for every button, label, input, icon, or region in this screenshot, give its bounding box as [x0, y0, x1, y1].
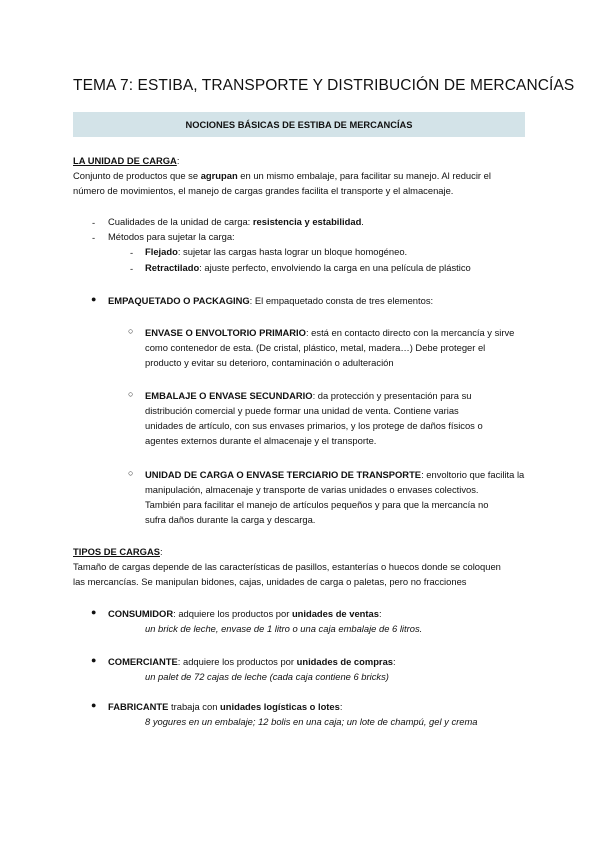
metodos-line: Métodos para sujetar la carga: [108, 231, 235, 242]
terciario-line-2: manipulación, almacenaje y transporte de varias unidades o envases colectivos. [145, 484, 479, 495]
page-title: TEMA 7: ESTIBA, TRANSPORTE Y DISTRIBUCIÓN DE MERCANCÍAS [73, 77, 575, 94]
bullet-circle-icon: ○ [128, 468, 134, 478]
dash-bullet: - [92, 217, 96, 228]
bullet-dot-icon: ● [91, 655, 97, 665]
primario-line-3: producto y evitar su deterioro, contaminación o adulteración [145, 357, 394, 368]
tipos-heading: TIPOS DE CARGAS: [73, 546, 163, 557]
unidad-paragraph-line-1: Conjunto de productos que se agrupan en un mismo embalaje, para facilitar su manejo. Al reducir el [73, 170, 491, 181]
bullet-dot-icon: ● [91, 607, 97, 617]
secundario-line-2: distribución comercial y puede formar una unidad de venta. Contiene varias [145, 405, 459, 416]
bullet-dot-icon: ● [91, 700, 97, 710]
terciario-line-1: UNIDAD DE CARGA O ENVASE TERCIARIO DE TRANSPORTE: envoltorio que facilita la [145, 469, 525, 480]
section-header-text: NOCIONES BÁSICAS DE ESTIBA DE MERCANCÍAS [185, 119, 413, 130]
cualidades-line: Cualidades de la unidad de carga: resistencia y estabilidad. [108, 216, 364, 227]
secundario-line-3: unidades de artículo, con sus envases primarios, y los protege de daños físicos o [145, 420, 483, 431]
comerciante-line: COMERCIANTE: adquiere los productos por unidades de compras: [108, 656, 396, 667]
dash-bullet: - [130, 247, 134, 258]
consumidor-example: un brick de leche, envase de 1 litro o una caja embalaje de 6 litros. [145, 623, 423, 634]
primario-line-2: como contenedor de esta. (De cristal, plástico, metal, madera…) Debe proteger el [145, 342, 486, 353]
dash-bullet: - [130, 263, 134, 274]
tipos-paragraph-line-1: Tamaño de cargas depende de las características de pasillos, estanterías o huecos donde se coloquen [73, 561, 501, 572]
bullet-circle-icon: ○ [128, 326, 134, 336]
unidad-heading: LA UNIDAD DE CARGA: [73, 155, 180, 166]
retractilado-line: Retractilado: ajuste perfecto, envolviendo la carga en una película de plástico [145, 262, 471, 273]
flejado-line: Flejado: sujetar las cargas hasta lograr un bloque homogéneo. [145, 246, 408, 257]
fabricante-example: 8 yogures en un embalaje; 12 bolis en una caja; un lote de champú, gel y crema [145, 716, 478, 727]
bullet-circle-icon: ○ [128, 389, 134, 399]
bullet-dot-icon: ● [91, 294, 97, 304]
terciario-line-3: También para facilitar el manejo de artículos pequeños y para que la mercancía no [145, 499, 489, 510]
empaquetado-line: EMPAQUETADO O PACKAGING: El empaquetado consta de tres elementos: [108, 295, 434, 306]
fabricante-line: FABRICANTE trabaja con unidades logísticas o lotes: [108, 701, 343, 712]
unidad-paragraph-line-2: número de movimientos, el manejo de cargas grandes facilita el transporte y el almacenaje. [73, 185, 454, 196]
consumidor-line: CONSUMIDOR: adquiere los productos por unidades de ventas: [108, 608, 382, 619]
dash-bullet: - [92, 232, 96, 243]
secundario-line-4: agentes externos durante el almacenaje y el transporte. [145, 435, 377, 446]
terciario-line-4: sufra daños durante la carga y descarga. [145, 514, 316, 525]
section-header [73, 112, 525, 137]
secundario-line-1: EMBALAJE O ENVASE SECUNDARIO: da protección y presentación para su [145, 390, 472, 401]
comerciante-example: un palet de 72 cajas de leche (cada caja contiene 6 bricks) [145, 671, 389, 682]
primario-line-1: ENVASE O ENVOLTORIO PRIMARIO: está en contacto directo con la mercancía y sirve [145, 327, 515, 338]
tipos-paragraph-line-2: las mercancías. Se manipulan bidones, cajas, unidades de carga o paletas, pero no fracciones [73, 576, 467, 587]
